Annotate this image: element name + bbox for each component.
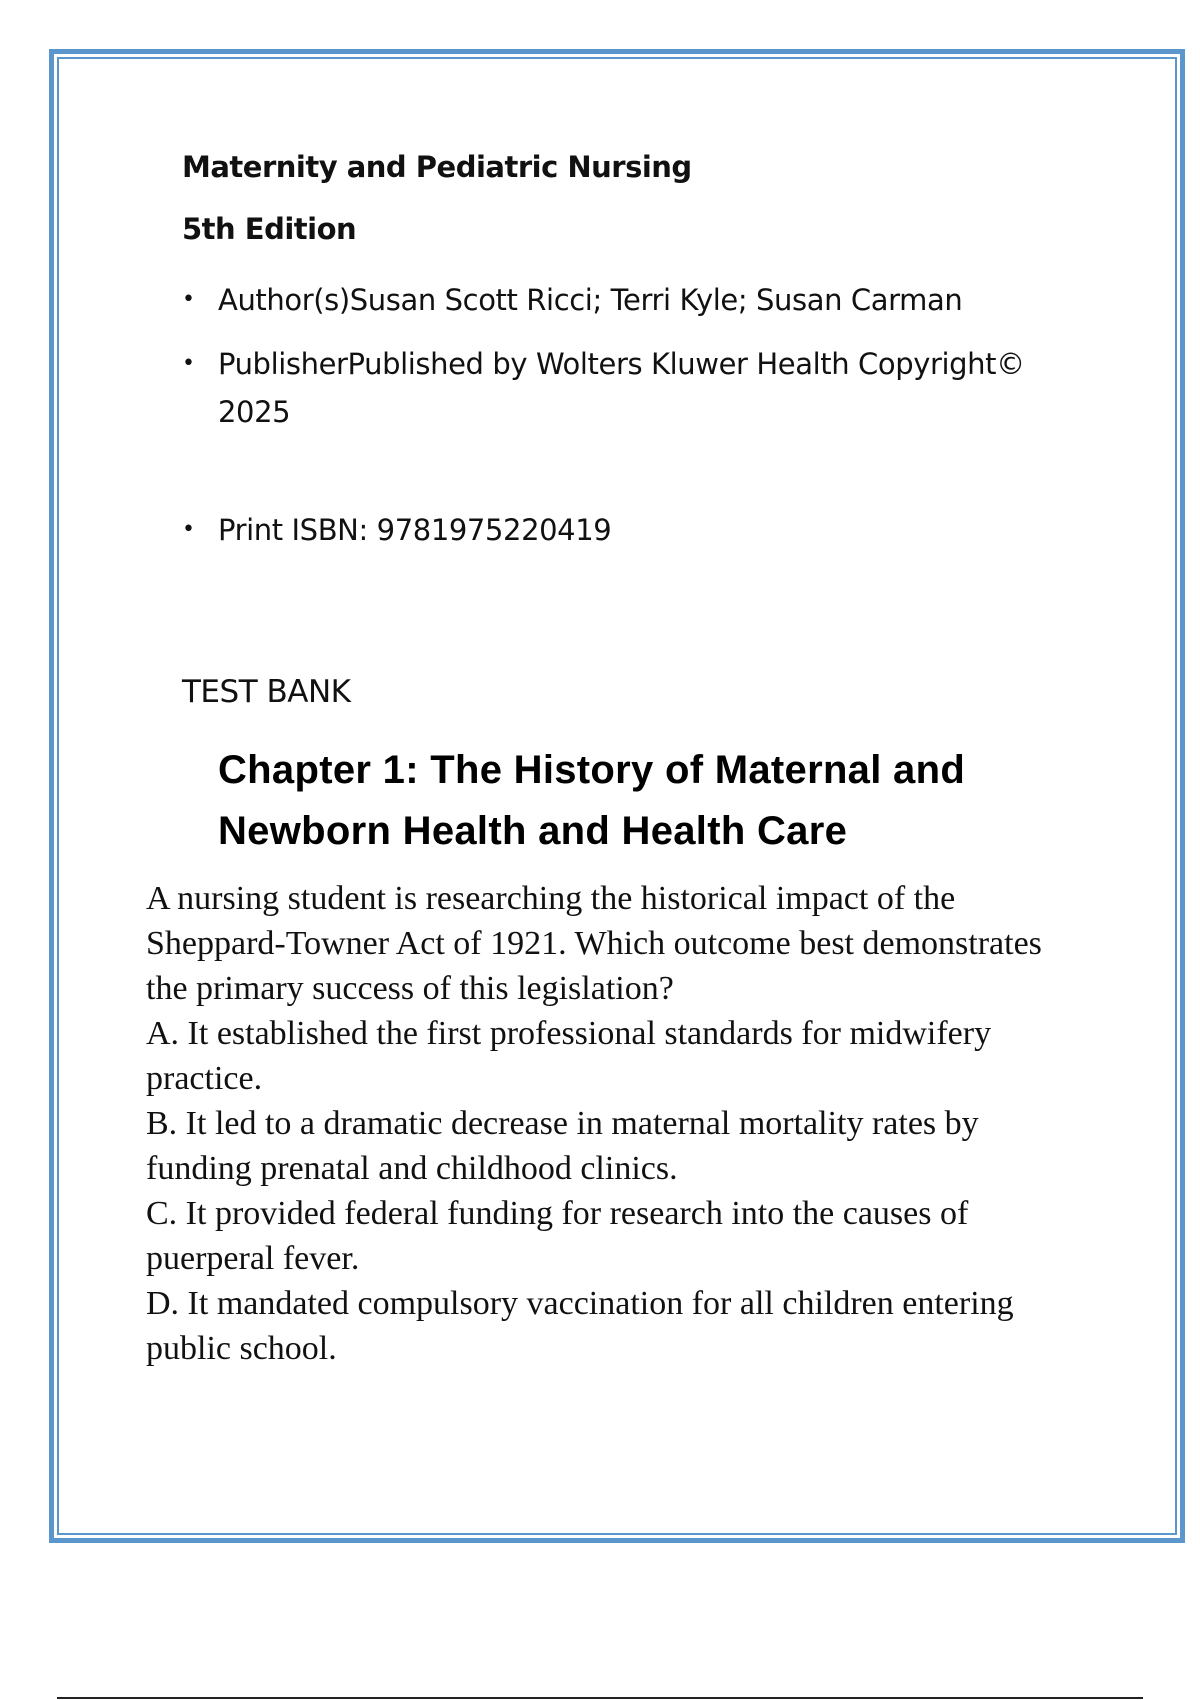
bullet-icon: • [182, 351, 195, 376]
meta-publisher-item [182, 340, 1082, 436]
question-stem: A nursing student is researching the historical impact of the Sheppard-Towner Act of 1921. Which outcome best demonstrates the primary success of this legislation? [146, 880, 1042, 1007]
chapter-title: Chapter 1: The History of Maternal and Newborn Health and Health Care [218, 748, 966, 853]
meta-isbn-item [182, 506, 1082, 554]
edition-label: 5th Edition [182, 212, 357, 246]
meta-publisher-text: PublisherPublished by Wolters Kluwer Health Copyright© 2025 [218, 347, 1025, 429]
bullet-icon: • [182, 517, 195, 542]
section-label: TEST BANK [182, 674, 351, 710]
question-block [146, 876, 1086, 1371]
book-meta-list [182, 276, 1082, 554]
answer-option-c: C. It provided federal funding for research into the causes of puerperal fever. [146, 1195, 969, 1277]
footer-rule [57, 1697, 1143, 1699]
answer-option-b: B. It led to a dramatic decrease in maternal mortality rates by funding prenatal and childhood clinics. [146, 1105, 979, 1187]
meta-isbn-text: Print ISBN: 9781975220419 [218, 513, 612, 547]
bullet-icon: • [182, 287, 195, 312]
meta-author-item [182, 276, 1082, 324]
meta-author-text: Author(s)Susan Scott Ricci; Terri Kyle; Susan Carman [218, 283, 963, 317]
book-title: Maternity and Pediatric Nursing [182, 150, 692, 184]
answer-option-a: A. It established the first professional standards for midwifery practice. [146, 1015, 992, 1097]
answer-option-d: D. It mandated compulsory vaccination for all children entering public school. [146, 1285, 1014, 1367]
